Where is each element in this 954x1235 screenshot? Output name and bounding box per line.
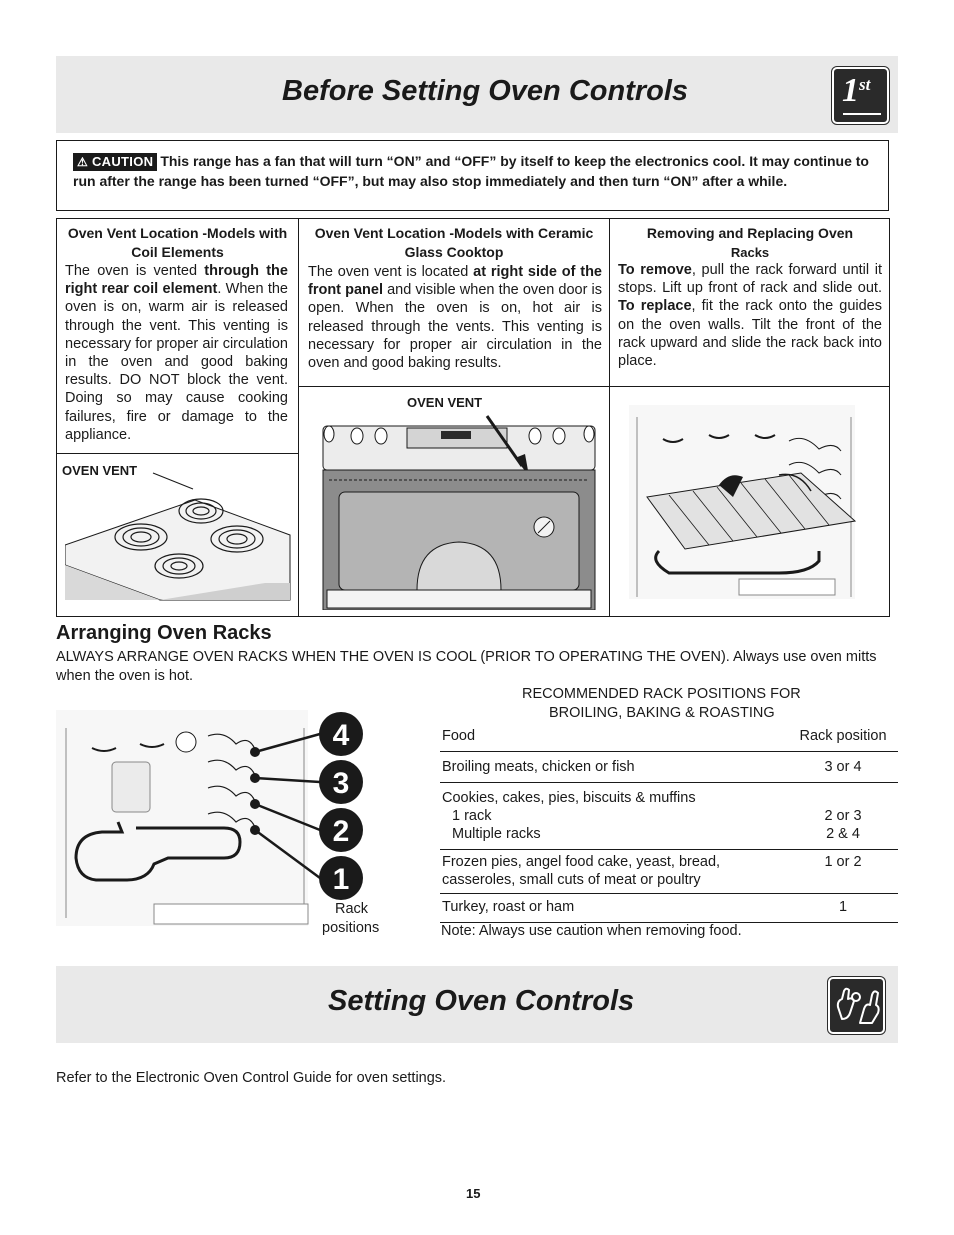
knob-icon <box>351 428 363 444</box>
col1-heading: Oven Vent Location -Models with Coil Elements <box>67 225 288 260</box>
oven-vent-label-ceramic: OVEN VENT <box>407 395 483 410</box>
knob-icon <box>324 426 334 442</box>
table-note: Note: Always use caution when removing food. <box>441 923 742 939</box>
warning-icon: ⚠ <box>77 155 89 169</box>
badge-main: 1 <box>842 72 859 109</box>
table-row <box>440 752 898 783</box>
rack-dot <box>250 747 260 757</box>
table-caption-line1: RECOMMENDED RACK POSITIONS FOR <box>522 686 801 702</box>
to-remove-label: To remove <box>618 262 692 278</box>
food-cell: Frozen pies, angel food cake, yeast, bread, casseroles, small cuts of meat or poultry <box>440 850 788 894</box>
page-number: 15 <box>466 1186 481 1201</box>
header-position: Rack position <box>799 728 887 744</box>
rack-dot <box>250 825 260 835</box>
food-text: Cookies, cakes, pies, biscuits & muffins <box>442 790 696 806</box>
table-row <box>440 894 898 923</box>
position-cell: 1 <box>788 894 898 923</box>
position-sub: 2 or 3 <box>824 808 862 824</box>
table-row <box>440 783 898 850</box>
knob-icon <box>375 428 387 444</box>
section-title: Setting Oven Controls <box>328 985 635 1017</box>
col2-body <box>308 263 602 372</box>
oven-vent-label-coil: OVEN VENT <box>62 463 138 478</box>
position-cell <box>788 783 898 850</box>
arranging-heading: Arranging Oven Racks <box>56 622 272 644</box>
rack-number-4: 4 <box>332 719 350 752</box>
divider <box>298 219 299 616</box>
oven-back-panel <box>112 762 150 812</box>
food-cell: Turkey, roast or ham <box>440 894 788 923</box>
to-replace-label: To replace <box>618 298 692 315</box>
knob-icon <box>553 428 565 444</box>
position-sub: 2 & 4 <box>826 826 860 842</box>
divider <box>298 386 890 387</box>
rack-dot <box>250 799 260 809</box>
page-title: Before Setting Oven Controls <box>282 75 689 107</box>
to-remove-text: , pull the rack forward until it stops. Lift up front of rack and slide out. <box>618 262 882 297</box>
knob-shape <box>852 993 860 1001</box>
hands-setting-icon <box>828 977 885 1034</box>
right-hand-shape <box>860 991 879 1023</box>
first-step-icon <box>832 67 889 124</box>
oven-rack-front <box>327 590 591 608</box>
section-banner-setting <box>56 966 898 1043</box>
food-sub: Multiple racks <box>452 826 541 842</box>
col2-heading: Oven Vent Location -Models with Ceramic Glass Cooktop <box>314 225 594 260</box>
food-cell <box>440 783 788 850</box>
badge-underline <box>843 113 881 115</box>
table-row <box>440 850 898 894</box>
oven-floor <box>739 579 835 595</box>
food-sub: 1 rack <box>452 808 492 824</box>
col2-text: The oven vent is located <box>308 264 474 280</box>
rack-positions-table <box>440 723 898 923</box>
header-food: Food <box>442 728 476 744</box>
rack-caption-line2: positions <box>322 920 380 936</box>
rack-dot <box>250 773 260 783</box>
col3-heading-small: Racks <box>730 245 770 260</box>
oven-floor <box>154 904 308 924</box>
divider <box>57 453 298 454</box>
food-cell: Broiling meats, chicken or fish <box>440 752 788 783</box>
knob-icon <box>529 428 541 444</box>
col3-body <box>618 261 882 370</box>
position-cell: 1 or 2 <box>788 850 898 894</box>
col1-text: The oven is vented <box>65 263 205 279</box>
col1-text-2: . When the oven is on, warm air is released through the vent. This venting is necessary for proper air circulation in the oven and good baking results. DO NOT block the vent. Doing so may cause cooking failures, fire or damage to the appliance. <box>65 281 288 443</box>
vent-leader-line <box>153 473 193 489</box>
rack-number-3: 3 <box>332 767 350 800</box>
left-hand-shape <box>838 989 854 1019</box>
coil-cooktop-illustration <box>65 455 291 603</box>
col1-body <box>65 262 288 444</box>
oven-light-icon <box>176 732 196 752</box>
badge-sup: st <box>859 75 871 94</box>
knob-icon <box>584 426 594 442</box>
section-banner-before <box>56 56 898 133</box>
col1-bold: through the right rear coil element <box>65 263 288 298</box>
rack-number-1: 1 <box>332 863 350 896</box>
oven-vent-grid <box>56 218 890 617</box>
col2-bold: at right side of the front panel <box>308 264 602 299</box>
caution-badge <box>73 153 157 171</box>
setting-text: Refer to the Electronic Oven Control Guide for oven settings. <box>56 1070 447 1086</box>
position-cell: 3 or 4 <box>788 752 898 783</box>
table-caption-line2: BROILING, BAKING & ROASTING <box>549 705 775 721</box>
rack-removal-illustration <box>629 401 859 601</box>
to-replace-text: , fit the rack onto the guides on the oven walls. Tilt the front of the rack upward and slide the rack back into place. <box>618 298 882 370</box>
hand-icon <box>830 979 883 1032</box>
divider <box>609 219 610 616</box>
col2-text-2: and visible when the oven door is open. When the oven is on, hot air is released through the vents. This venting is necessary for proper air circulation in the oven and good baking results. <box>308 282 602 372</box>
col3-heading: Removing and Replacing Oven <box>646 225 854 241</box>
caution-label: CAUTION <box>91 154 154 169</box>
rack-caption-line1: Rack <box>335 901 369 917</box>
ceramic-range-illustration <box>317 414 602 610</box>
display-screen <box>441 431 471 439</box>
table-header <box>440 723 898 752</box>
caution-text: This range has a fan that will turn “ON” and “OFF” by itself to keep the electronics cool. It may continue to run after the range has been turned “OFF”, but may also stop immediately and then turn “ON” after a while. <box>73 153 869 189</box>
rack-positions-illustration <box>56 708 386 932</box>
arranging-text: ALWAYS ARRANGE OVEN RACKS WHEN THE OVEN IS COOL (PRIOR TO OPERATING THE OVEN). Always use oven mitts when the oven is hot. <box>56 649 877 684</box>
rack-number-2: 2 <box>332 815 350 848</box>
caution-box <box>56 140 889 211</box>
